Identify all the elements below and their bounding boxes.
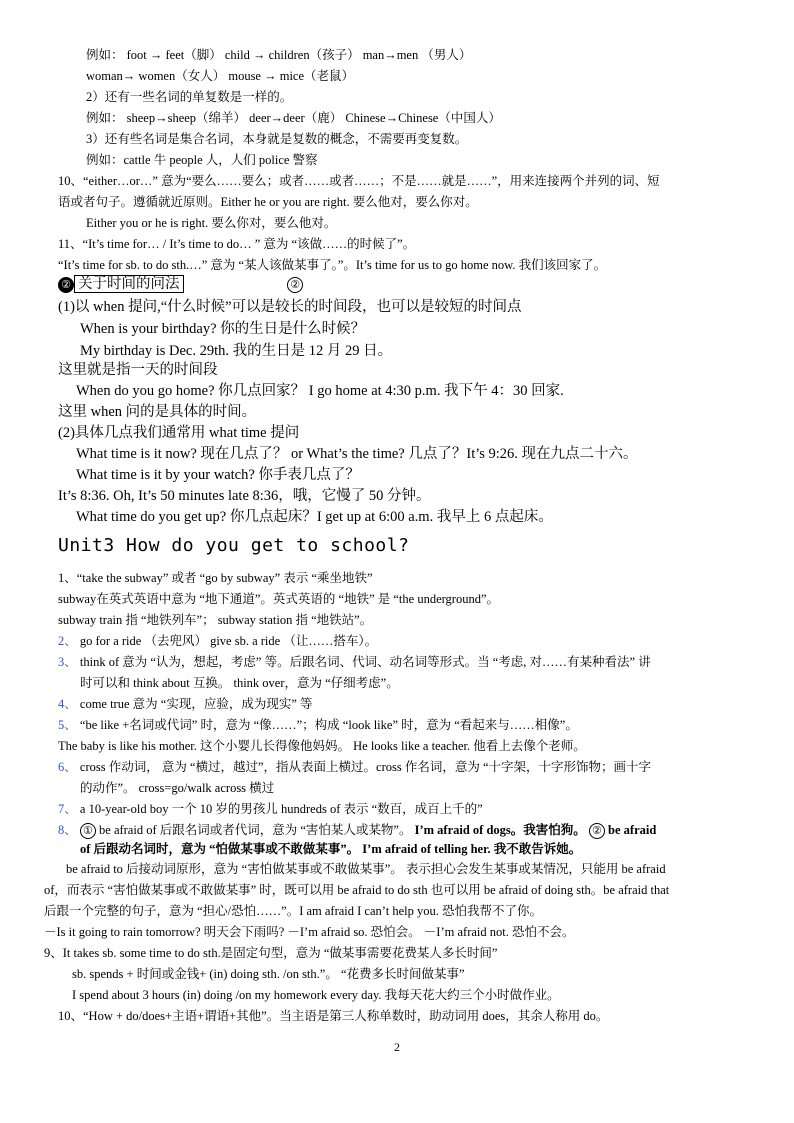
time-q-8: What time is it now? 现在几点了？ or What’s the time? 几点了？It’s 9:26. 现在九点二十六。 bbox=[76, 446, 638, 462]
unit3-item-6 bbox=[58, 757, 651, 777]
unit3-item-5-example: The baby is like his mother. 这个小婴儿长得像他妈妈。 He looks like a teacher. 他看上去像个老师。 bbox=[58, 739, 586, 753]
unit3-item-5 bbox=[58, 715, 578, 735]
unit3-item-8-line-3: be afraid to 后接动词原形，意为 “害怕做某事或不敢做某事”。 表示担心会发生某事或某情况，只能用 be afraid bbox=[66, 862, 666, 876]
unit3-item-4 bbox=[58, 694, 313, 714]
unit3-item-3 bbox=[58, 652, 651, 672]
unit3-item-1: 1、“take the subway” 或者 “go by subway” 表示 “乘坐地铁” bbox=[58, 571, 373, 585]
unit3-item-1-line-2: subway在英式英语中意为 “地下通道”。英式英语的 “地铁” 是 “the underground”。 bbox=[58, 592, 500, 606]
item-11-line-2: “It’s time for sb. to do sth.…” 意为 “某人该做某事了。”。It’s time for us to go home now. 我们该回家了。 bbox=[58, 258, 607, 272]
item-11-line-1: 11、“It’s time for… / It’s time to do… ” 意为 “该做……的时候了”。 bbox=[58, 237, 416, 251]
circle-marker-filled: ② bbox=[58, 277, 74, 293]
item-number: 4、 bbox=[58, 697, 77, 711]
unit3-item-9-line-2: sb. spends + 时间或金钱+ (in) doing sth. /on sth.”。 “花费多长时间做某事” bbox=[72, 967, 465, 981]
unit3-item-2 bbox=[58, 631, 377, 651]
time-q-5: When do you go home? 你几点回家？ I go home at 4:30 p.m. 我下午 4：30 回家. bbox=[76, 383, 564, 399]
item-text: “be like +名词或代词” 时，意为 “像……”；构成 “look like” 时，意为 “看起来与……相像”。 bbox=[79, 718, 578, 732]
item-number: 8、 bbox=[58, 823, 77, 837]
circle-marker: ① bbox=[80, 823, 96, 839]
time-q-1: (1)以 when 提问,“什么时候”可以是较长的时间段，也可以是较短的时间点 bbox=[58, 299, 522, 315]
example-line-2: woman→ women（女人） mouse → mice（老鼠） bbox=[86, 69, 355, 83]
item-number: 6、 bbox=[58, 760, 77, 774]
rule-3-line: 3）还有些名词是集合名词，本身就是复数的概念，不需要再变复数。 bbox=[86, 132, 468, 146]
example-line-4: 例如：cattle 牛 people 人，人们 police 警察 bbox=[86, 153, 318, 167]
unit3-item-9: 9、It takes sb. some time to do sth.是固定句型，意为 “做某事需要花费某人多长时间” bbox=[44, 946, 498, 960]
item-text: be afraid of 后跟名词或者代词，意为 “害怕某人或某物”。 bbox=[99, 823, 412, 837]
time-q-2: When is your birthday? 你的生日是什么时候？ bbox=[80, 321, 366, 337]
item-bold-text: be afraid bbox=[608, 823, 657, 837]
time-q-10: It’s 8:36. Oh, It’s 50 minutes late 8:36，哦，它慢了 50 分钟。 bbox=[58, 488, 431, 504]
unit3-item-8 bbox=[58, 820, 656, 840]
example-line-3: 例如： sheep→sheep（绵羊） deer→deer（鹿） Chinese→Chinese（中国人） bbox=[86, 111, 501, 125]
item-10-line-2: 语或者句子。遵循就近原则。Either he or you are right. 要么他对，要么你对。 bbox=[58, 195, 478, 209]
page-number: 2 bbox=[394, 1040, 400, 1054]
item-text: cross 作动词， 意为 “横过，越过”，指从表面上横过。cross 作名词，意为 “十字架，十字形饰物；画十字 bbox=[79, 760, 652, 774]
unit3-item-3-line-2: 时可以和 think about 互换。 think over，意为 “仔细考虑”。 bbox=[80, 676, 399, 690]
time-q-6: 这里 when 问的是具体的时间。 bbox=[58, 404, 257, 420]
time-q-11: What time do you get up? 你几点起床？I get up at 6:00 a.m. 我早上 6 点起床。 bbox=[76, 509, 553, 525]
unit3-item-8-line-2: of 后跟动名词时，意为 “怕做某事或不敢做某事”。 I’m afraid of telling her. 我不敢告诉她。 bbox=[80, 842, 582, 856]
section-heading-row bbox=[58, 274, 303, 294]
unit3-item-7 bbox=[58, 799, 483, 819]
section-heading: 关于时间的问法 bbox=[74, 275, 184, 293]
item-text: go for a ride （去兜风） give sb. a ride （让……搭车）。 bbox=[79, 634, 378, 648]
item-text: come true 意为 “实现，应验，成为现实” 等 bbox=[79, 697, 313, 711]
unit3-item-8-line-6: －Is it going to rain tomorrow? 明天会下雨吗? －I’m afraid so. 恐怕会。 －I’m afraid not. 恐怕不会。 bbox=[44, 925, 575, 939]
circle-marker: ② bbox=[589, 823, 605, 839]
item-number: 2、 bbox=[58, 634, 77, 648]
example-line-1: 例如： foot → feet（脚） child → children（孩子） man→men （男人） bbox=[86, 48, 472, 62]
unit-title: Unit3 How do you get to school? bbox=[58, 535, 410, 556]
item-number: 5、 bbox=[58, 718, 77, 732]
unit3-item-1-line-3: subway train 指 “地铁列车”； subway station 指 “地铁站”。 bbox=[58, 613, 373, 627]
time-q-4: 这里就是指一天的时间段 bbox=[58, 362, 218, 378]
item-bold-example: I’m afraid of dogs。我害怕狗。 bbox=[414, 823, 586, 837]
unit3-item-8-line-5: 后跟一个完整的句子，意为 “担心/恐怕……”。I am afraid I can’t help you. 恐怕我帮不了你。 bbox=[44, 904, 542, 918]
item-number: 7、 bbox=[58, 802, 77, 816]
time-q-7: (2)具体几点我们通常用 what time 提问 bbox=[58, 425, 300, 441]
item-text: think of 意为 “认为，想起，考虑” 等。后跟名词、代词、动名词等形式。当 “考虑, 对……有某种看法” 讲 bbox=[79, 655, 651, 669]
time-q-3: My birthday is Dec. 29th. 我的生日是 12 月 29 日。 bbox=[80, 343, 393, 359]
item-text: a 10-year-old boy 一个 10 岁的男孩儿 hundreds of 表示 “数百，成百上千的” bbox=[79, 802, 483, 816]
rule-2-line: 2）还有一些名词的单复数是一样的。 bbox=[86, 90, 293, 104]
unit3-item-10: 10、“How + do/does+主语+谓语+其他”。当主语是第三人称单数时，助动词用 does，其余人称用 do。 bbox=[58, 1009, 609, 1023]
item-10-example: Either you or he is right. 要么你对，要么他对。 bbox=[86, 216, 337, 230]
time-q-9: What time is it by your watch? 你手表几点了？ bbox=[76, 467, 360, 483]
unit3-item-9-line-3: I spend about 3 hours (in) doing /on my homework every day. 我每天花大约三个小时做作业。 bbox=[72, 988, 560, 1002]
unit3-item-6-line-2: 的动作”。 cross=go/walk across 横过 bbox=[80, 781, 275, 795]
item-number: 3、 bbox=[58, 655, 77, 669]
item-10-line-1: 10、“either…or…” 意为“要么……要么；或者……或者……；不是……就是……”，用来连接两个并列的词、短 bbox=[58, 174, 660, 188]
unit3-item-8-line-4: of，而表示 “害怕做某事或不敢做某事” 时，既可以用 be afraid to do sth 也可以用 be afraid of doing sth。be afraid that bbox=[44, 883, 670, 897]
circle-marker: ② bbox=[287, 277, 303, 293]
